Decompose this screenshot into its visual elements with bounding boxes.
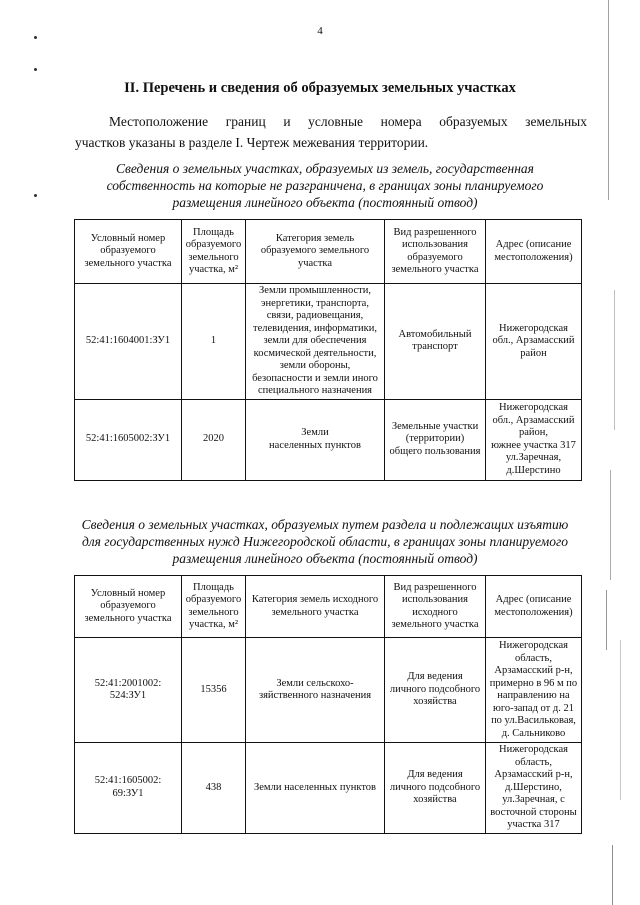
cell-area: 15356 xyxy=(182,638,246,743)
cell-category: Земли сельскохо- зяйственного назначения xyxy=(246,638,385,743)
cell-number: 52:41:2001002: 524:ЗУ1 xyxy=(75,638,182,743)
table1 xyxy=(74,219,582,481)
cell-number: 52:41:1605002:ЗУ1 xyxy=(75,399,182,480)
cell-use: Для ведения личного подсобного хозяйства xyxy=(385,638,486,743)
scan-edge-artifacts xyxy=(600,0,640,905)
table-header-row xyxy=(75,576,582,638)
page-number: 4 xyxy=(317,25,323,37)
cell-number: 52:41:1604001:ЗУ1 xyxy=(75,284,182,400)
cell-category: Земли промышленности, энергетики, транспорта, связи, радиовещания, телевидения, информатики, земли для обеспечения космической деятельности, земли обороны, безопасности и земли иного специального назначения xyxy=(246,284,385,400)
table1-caption: Сведения о земельных участках, образуемых из земель, государственная собственность на которые не разграничена, в границах зоны планируемого размещения линейного объекта (постоянный отвод) xyxy=(106,161,544,210)
intro-paragraph xyxy=(75,111,587,153)
cell-use: Земельные участки (территории) общего пользования xyxy=(385,399,486,480)
cell-category: Земли населенных пунктов xyxy=(246,743,385,834)
col-header-area: Площадь образуемого земельного участка, м² xyxy=(182,576,246,638)
cell-address: Нижегородская область, Арзамасский р-н, д.Шерстино, ул.Заречная, с восточной стороны участка 317 xyxy=(486,743,582,834)
scan-mark xyxy=(34,68,37,71)
col-header-use: Вид разрешенного использования образуемого земельного участка xyxy=(385,220,486,284)
col-header-area: Площадь образуемого земельного участка, м² xyxy=(182,220,246,284)
table-row xyxy=(75,284,582,400)
col-header-category: Категория земель исходного земельного участка xyxy=(246,576,385,638)
col-header-address: Адрес (описание местоположения) xyxy=(486,576,582,638)
cell-number: 52:41:1605002: 69:ЗУ1 xyxy=(75,743,182,834)
table2 xyxy=(74,575,582,834)
table-row xyxy=(75,399,582,480)
cell-address: Нижегородская обл., Арзамасский район, южнее участка 317 ул.Заречная, д.Шерстино xyxy=(486,399,582,480)
scan-mark xyxy=(34,36,37,39)
intro-line-1: Местоположение границ и условные номера образуемых земельных xyxy=(109,114,587,129)
col-header-category: Категория земель образуемого земельного участка xyxy=(246,220,385,284)
table-row xyxy=(75,743,582,834)
col-header-address: Адрес (описание местоположения) xyxy=(486,220,582,284)
table-row xyxy=(75,638,582,743)
col-header-use: Вид разрешенного использования исходного земельного участка xyxy=(385,576,486,638)
col-header-number: Условный номер образуемого земельного участка xyxy=(75,576,182,638)
section-heading: II. Перечень и сведения об образуемых земельных участках xyxy=(124,80,516,96)
cell-area: 2020 xyxy=(182,399,246,480)
cell-address: Нижегородская область, Арзамасский р-н, примерно в 96 м по направлению на юго-запад от д. 21 по ул.Васильковая, д. Сальниково xyxy=(486,638,582,743)
table-header-row xyxy=(75,220,582,284)
cell-category: Земли населенных пунктов xyxy=(246,399,385,480)
cell-use: Для ведения личного подсобного хозяйства xyxy=(385,743,486,834)
intro-line-2: участков указаны в разделе I. Чертеж межевания территории. xyxy=(75,135,429,150)
cell-area: 1 xyxy=(182,284,246,400)
table2-caption: Сведения о земельных участках, образуемых путем раздела и подлежащих изъятию для государственных нужд Нижегородской области, в границах зоны планируемого размещения линейного объекта (постоянный отвод) xyxy=(81,517,569,566)
cell-use: Автомобильный транспорт xyxy=(385,284,486,400)
scan-mark xyxy=(34,194,37,197)
cell-area: 438 xyxy=(182,743,246,834)
cell-address: Нижегородская обл., Арзамасский район xyxy=(486,284,582,400)
col-header-number: Условный номер образуемого земельного участка xyxy=(75,220,182,284)
